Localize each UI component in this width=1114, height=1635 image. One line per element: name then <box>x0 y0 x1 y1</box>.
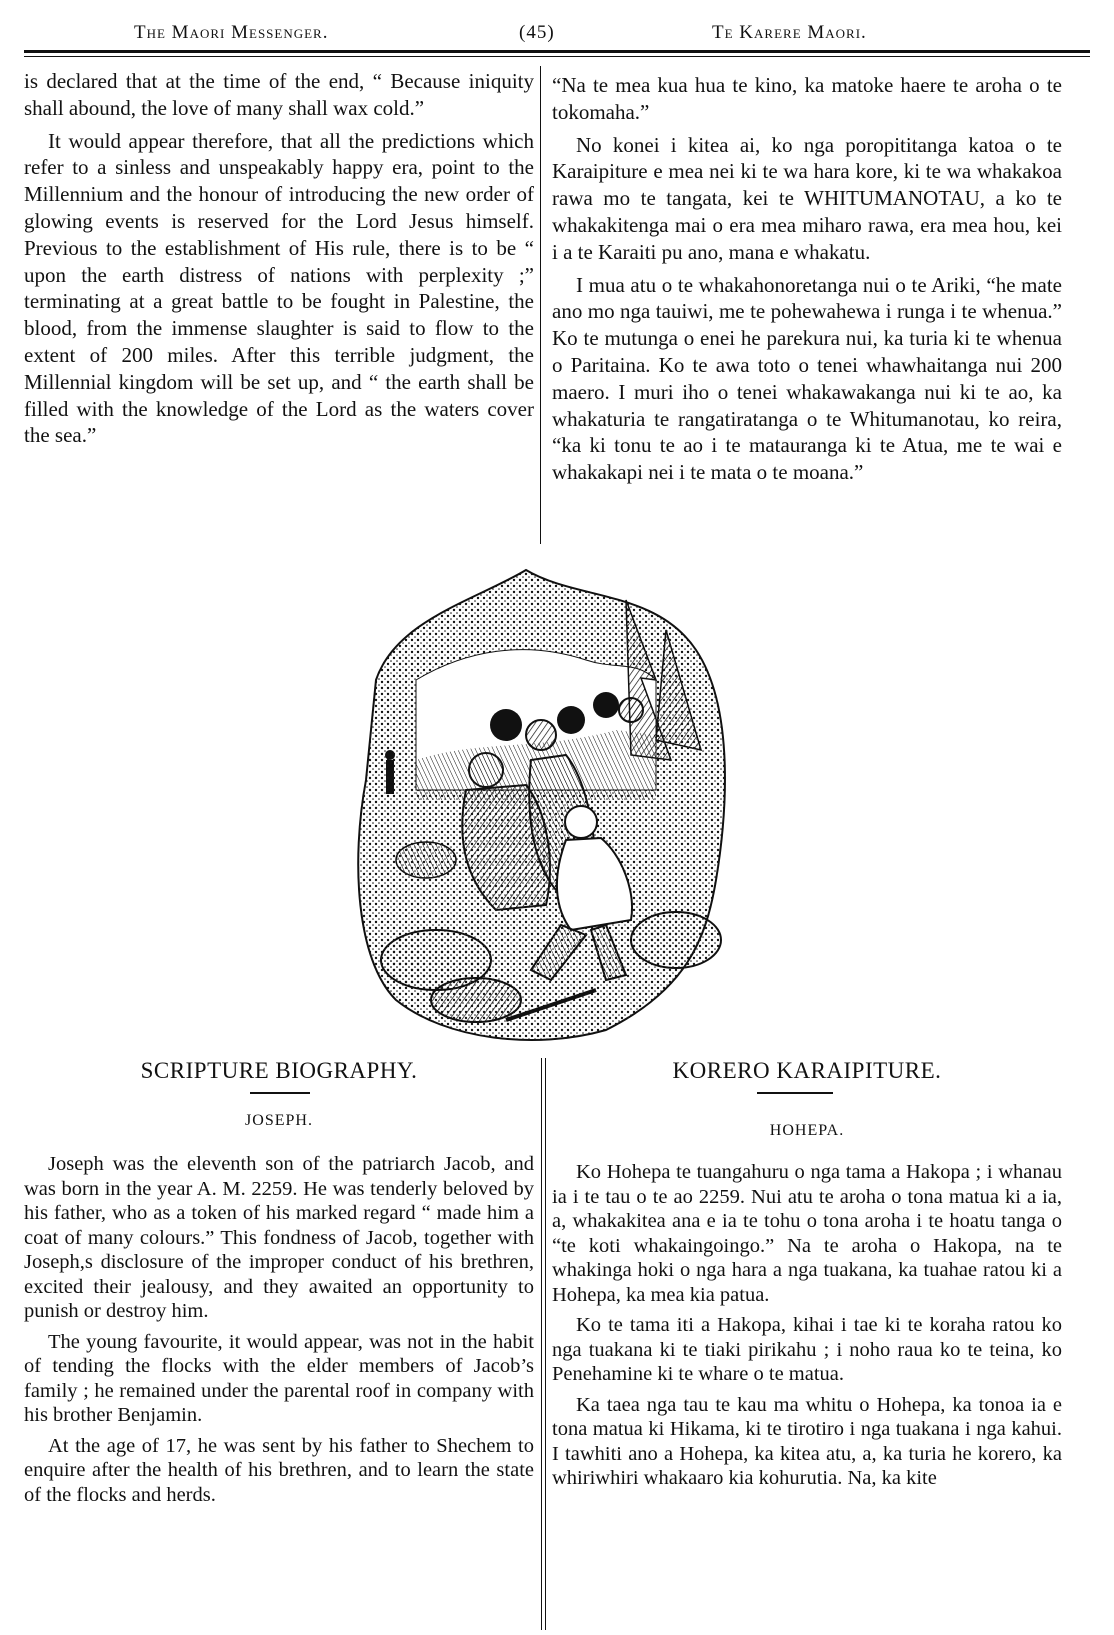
hohepa-paragraph-3: Ka taea nga tau te kau ma whitu o Hohepa, ka tonoa ia e tona matua ki Hikama, ki te tirotiro i nga tuakana i nga kahui. I tawhiti ano a Hohepa, ka kitea atu, a, ka turia he korero, ka whiriwhiri whakaaro kia kohurutia. Na, ka kite <box>552 1393 1062 1489</box>
bottom-column-divider-1 <box>541 1058 542 1630</box>
top-english-paragraph-1: is declared that at the time of the end, “ Because iniquity shall abound, the love of many shall wax cold.” <box>24 69 534 120</box>
joseph-subheading: JOSEPH. <box>245 1112 313 1129</box>
hohepa-paragraph-1: Ko Hohepa te tuangahuru o nga tama a Hakopa ; i whanau ia i te tau o te ao 2259. Nui atu te aroha o tona matua ki a ia, a, whakakitea ana e ia te tohu o tona aroha i te hoatu tanga o “te koti whakaingoingo.” Na te aroha o Hakopa, na te whakinga hoki o nga hara a nga tuakana, ka tuahae ratou ki a Hohepa, ka mea kia patua. <box>552 1161 1062 1306</box>
joseph-paragraph-2: The young favourite, it would appear, was not in the habit of tending the flocks with the elder members of Jacob’s family ; he remained under the parental roof in company with his brother Benjamin. <box>24 1330 534 1426</box>
engraving-joseph-shepherds-icon <box>356 560 736 1050</box>
header-maori-title: Te Karere Maori. <box>712 22 867 43</box>
page-number: (45) <box>519 22 555 43</box>
top-maori-paragraph-1: “Na te mea kua hua te kino, ka matoke haere te aroha o te tokomaha.” <box>552 73 1062 124</box>
top-column-divider <box>540 66 541 544</box>
top-maori-paragraph-3: I mua atu o te whakahonoretanga nui o te Ariki, “he mate ano mo nga tauiwi, me te pohewahewa i runga i te whenua.” Ko te mutunga o enei he parekura nui, ka turia ki te whenua o Paritaina. Ko te awa toto o tenei whawhaitanga nui 200 maero. I muri iho o tenei whakawakanga nui ki te ao, ka whakaturia te rangatiratanga o te Whitumanotau, ko reira, “ka ki tonu te ao i te matauranga ki te Atua, me te wai e whakakapi nei i te mata o te moana.” <box>552 272 1062 485</box>
header-rule-thick <box>24 50 1090 53</box>
header-english-title: The Maori Messenger. <box>134 22 329 43</box>
header-rule-thin <box>24 56 1090 57</box>
right-heading-rule <box>757 1092 833 1094</box>
bottom-column-divider-2 <box>545 1058 546 1630</box>
top-english-paragraph-2: It would appear therefore, that all the predictions which refer to a sinless and unspeakably happy era, point to the Millennium and the honour of introducing the new order of glowing events is reserved for the Lord Jesus himself. Previous to the establishment of His rule, there is to be “ upon the earth distress of nations with perplexity ;” terminating at a great battle to be fought in Palestine, the blood, from the immense slaughter is said to flow to the extent of 200 miles. After this terrible judgment, the Millennial kingdom will be set up, and “ the earth shall be filled with the knowledge of the Lord as the waters cover the sea.” <box>24 128 534 448</box>
joseph-paragraph-3: At the age of 17, he was sent by his father to Shechem to enquire after the health of his brethren, and to learn the state of the flocks and herds. <box>24 1434 534 1506</box>
joseph-paragraph-1: Joseph was the eleventh son of the patriarch Jacob, and was born in the year A. M. 2259. He was tenderly beloved by his father, who as a token of his marked regard “ made him a coat of many colours.” This fondness of Jacob, together with Joseph,s disclosure of the improper conduct of his brethren, excited their jealousy, and they awaited an opportunity to punish or destroy him. <box>24 1153 534 1322</box>
hohepa-paragraph-2: Ko te tama iti a Hakopa, kihai i tae ki te koraha ratou ko nga tuakana ki te tiaki pirikahu ; i noho raua ko te teina, ko Penehamine ki te whare o te matua. <box>552 1314 1062 1385</box>
top-maori-column <box>552 72 1062 486</box>
top-english-column <box>24 68 534 449</box>
korero-karaipiture-heading: KORERO KARAIPITURE. <box>672 1058 942 1083</box>
hohepa-subheading: HOHEPA. <box>769 1122 845 1139</box>
top-maori-paragraph-2: No konei i kitea ai, ko nga poropititanga katoa o te Karaipiture e mea nei ki te wa hara kore, ki te wa whakakoa rawa mo te tangata, kei te WHITUMANOTAU, a ko te whakakitenga mai o era mea miharo rawa, era mea hou, kei i a te Karaiti pu ano, mana e whakatu. <box>552 132 1062 264</box>
scripture-biography-heading: SCRIPTURE BIOGRAPHY. <box>140 1058 418 1083</box>
left-heading-rule <box>250 1092 310 1094</box>
bottom-maori-column <box>552 1160 1062 1491</box>
bottom-english-column <box>24 1152 534 1507</box>
